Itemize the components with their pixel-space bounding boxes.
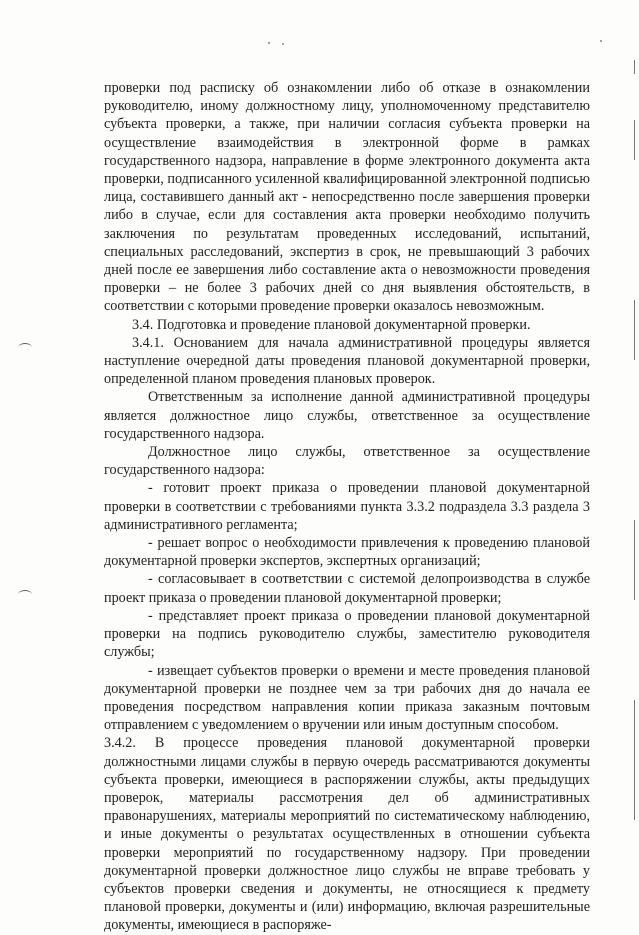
list-item-approves-order: - согласовывает в соответствии с системой делопроизводства в службе проект приказа о проведении плановой документарной проверки; [104, 571, 590, 606]
scan-speck [268, 42, 270, 44]
list-item-submits-order: - представляет проект приказа о проведении плановой документарной проверки на подпись руководителю службы, заместителю руководителя службы; [104, 607, 590, 661]
list-item-decides-experts: - решает вопрос о необходимости привлечения к проведению плановой документарной проверки экспертов, экспертных организаций; [104, 535, 590, 570]
paragraph-responsible: Ответственным за исполнение данной административной процедуры является должностное лицо службы, ответственное за осуществление государственного надзора. [104, 389, 590, 442]
paragraph-continuation: проверки под расписку об ознакомлении либо об отказе в ознакомлении руководителю, иному должностному лицу, уполномоченному представителю субъекта проверки, а также, при наличии согласия субъекта проверки на осуществление взаимодействия в электронной форме в рамках государственного надзора, направление в форме электронного документа акта проверки, подписанного усиленной квалифицированной электронной подписью лица, составившего данный акт - непосредственно после завершения проверки либо в случае, если для составления акта проверки необходимо получить заключения по результатам проведенных исследований, испытаний, специальных расследований, экспертиз в срок, не превышающий 3 рабочих дней после ее завершения либо составление акта о невозможности проведения проверки – не более 3 рабочих дней со дня выявления обстоятельств, в соответствии с которыми проведение проверки оказалось невозможным. [104, 80, 590, 315]
list-item-notifies-subjects: - извещает субъектов проверки о времени и месте проведения плановой документарной проверки не позднее чем за три рабочих дня до начала ее проведения посредством направления копии приказа заказным почтовым отправлением с уведомлением о вручении или иным доступным способом. [104, 662, 590, 734]
document-page [104, 79, 590, 935]
list-item-prepares-order: - готовит проект приказа о проведении плановой документарной проверки в соответствии с требованиями пункта 3.3.2 подраздела 3.3 раздела 3 административного регламента; [104, 480, 590, 533]
scan-edge-line [634, 300, 635, 360]
section-heading-3-4: 3.4. Подготовка и проведение плановой документарной проверки. [132, 316, 531, 333]
punch-hole-mark [18, 343, 32, 352]
scan-edge-line [634, 520, 635, 600]
scan-edge-line [634, 700, 635, 820]
paragraph-official-duties: Должностное лицо службы, ответственное за осуществление государственного надзора: [104, 444, 590, 479]
punch-hole-mark [18, 590, 32, 599]
paragraph-3-4-2: 3.4.2. В процессе проведения плановой документарной проверки должностными лицами службы в первую очередь рассматриваются документы субъекта проверки, имеющиеся в распоряжении службы, акты предыдущих проверок, материалы рассмотрения дел об административных правонарушениях, материалы мероприятий по систематическому наблюдению, и иные документы о результатах осуществленных в отношении субъекта проверки мероприятий по государственному надзору. При проведении документарной проверки должностное лицо службы не вправе требовать у субъектов проверки сведения и документы, не относящиеся к предмету плановой проверки, документы и (или) информацию, включая разрешительные документы, имеющиеся в распоряже- [104, 735, 590, 934]
scan-edge-line [634, 60, 635, 74]
scan-edge-line [634, 120, 635, 160]
paragraph-3-4-1: 3.4.1. Основанием для начала административной процедуры является наступление очередной даты проведения плановой документарной проверки, определенной планом проведения плановых проверок. [104, 334, 590, 388]
scan-speck [282, 43, 284, 45]
scan-speck [600, 40, 602, 42]
